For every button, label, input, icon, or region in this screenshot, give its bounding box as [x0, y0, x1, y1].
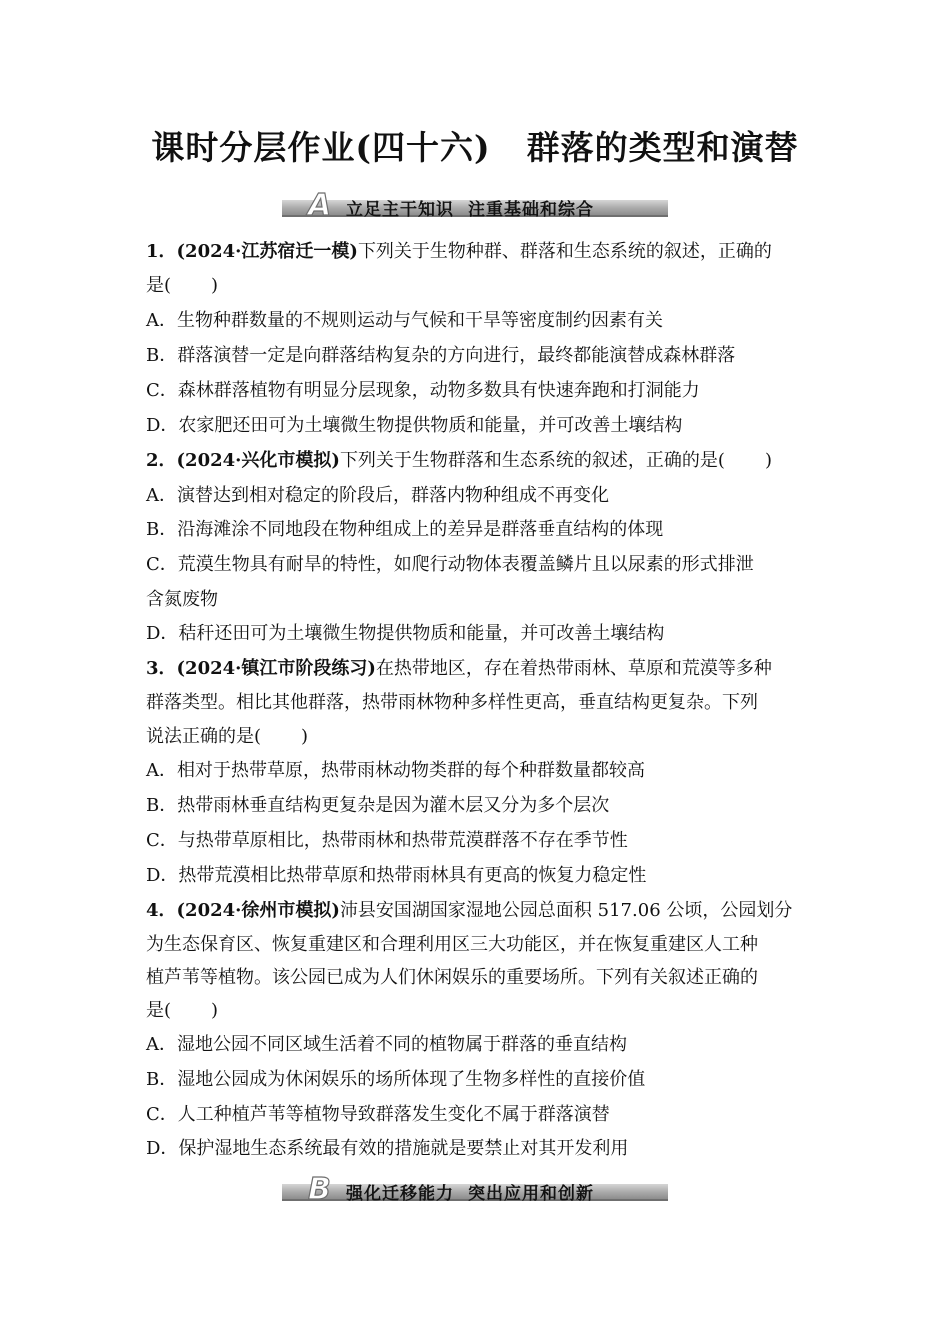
question-source: (2024·徐州市模拟) — [176, 900, 340, 921]
page-title — [0, 122, 950, 169]
question-1-stem-cont: 是( ) — [146, 275, 219, 296]
question-source: (2024·江苏宿迁一模) — [176, 241, 358, 262]
question-2-option-c: C．荒漠生物具有耐旱的特性，如爬行动物体表覆盖鳞片且以尿素的形式排泄 — [146, 554, 754, 575]
section-label-b: 强化迁移能力 突出应用和创新 — [346, 1184, 594, 1204]
question-4-stem-cont3: 是( ) — [146, 1000, 219, 1021]
section-banner-a — [282, 188, 668, 223]
question-1-option-c: C．森林群落植物有明显分层现象，动物多数具有快速奔跑和打洞能力 — [146, 380, 700, 401]
question-4-option-b: B．湿地公园成为休闲娱乐的场所体现了生物多样性的直接价值 — [146, 1069, 646, 1090]
question-4-option-a: A．湿地公园不同区域生活着不同的植物属于群落的垂直结构 — [146, 1034, 627, 1055]
question-1-option-b: B．群落演替一定是向群落结构复杂的方向进行，最终都能演替成森林群落 — [146, 345, 736, 366]
question-4-option-c: C．人工种植芦苇等植物导致群落发生变化不属于群落演替 — [146, 1104, 610, 1125]
question-2-option-a: A．演替达到相对稳定的阶段后，群落内物种组成不再变化 — [146, 485, 609, 506]
question-1-stem: 1．(2024·江苏宿迁一模)下列关于生物种群、群落和生态系统的叙述，正确的 — [146, 241, 772, 262]
question-3-option-a: A．相对于热带草原，热带雨林动物类群的每个种群数量都较高 — [146, 760, 645, 781]
question-2-option-b: B．沿海滩涂不同地段在物种组成上的差异是群落垂直结构的体现 — [146, 519, 664, 540]
question-3-stem-cont: 群落类型。相比其他群落，热带雨林物种多样性更高，垂直结构更复杂。下列 — [146, 692, 758, 713]
question-3-stem-cont2: 说法正确的是( ) — [146, 726, 309, 747]
question-2-option-d: D．秸秆还田可为土壤微生物提供物质和能量，并可改善土壤结构 — [146, 623, 665, 644]
question-1-option-a: A．生物种群数量的不规则运动与气候和干旱等密度制约因素有关 — [146, 310, 663, 331]
question-3-option-c: C．与热带草原相比，热带雨林和热带荒漠群落不存在季节性 — [146, 830, 628, 851]
question-4-stem-cont: 为生态保育区、恢复重建区和合理利用区三大功能区，并在恢复重建区人工种 — [146, 934, 758, 955]
question-2-stem: 2．(2024·兴化市模拟)下列关于生物群落和生态系统的叙述，正确的是( ) — [146, 450, 772, 471]
title-sub: 群落的类型和演替 — [526, 128, 799, 167]
question-3-stem: 3．(2024·镇江市阶段练习)在热带地区，存在着热带雨林、草原和荒漠等多种 — [146, 658, 772, 679]
question-3-option-b: B．热带雨林垂直结构更复杂是因为灌木层又分为多个层次 — [146, 795, 610, 816]
question-source: (2024·镇江市阶段练习) — [176, 658, 376, 679]
question-4-option-d: D．保护湿地生态系统最有效的措施就是要禁止对其开发利用 — [146, 1138, 629, 1159]
question-2-option-c-cont: 含氮废物 — [146, 589, 218, 610]
section-letter-a: A — [308, 188, 332, 223]
question-4-stem-cont2: 植芦苇等植物。该公园已成为人们休闲娱乐的重要场所。下列有关叙述正确的 — [146, 967, 758, 988]
section-label-a: 立足主干知识 注重基础和综合 — [346, 200, 594, 220]
section-banner-b — [282, 1172, 668, 1207]
question-3-option-d: D．热带荒漠相比热带草原和热带雨林具有更高的恢复力稳定性 — [146, 865, 647, 886]
title-main: 课时分层作业(四十六) — [151, 128, 491, 167]
question-1-option-d: D．农家肥还田可为土壤微生物提供物质和能量，并可改善土壤结构 — [146, 415, 683, 436]
section-letter-b: B — [308, 1172, 331, 1207]
question-4-stem: 4．(2024·徐州市模拟)沛县安国湖国家湿地公园总面积 517.06 公顷，公园划分 — [146, 900, 793, 921]
question-source: (2024·兴化市模拟) — [176, 450, 340, 471]
